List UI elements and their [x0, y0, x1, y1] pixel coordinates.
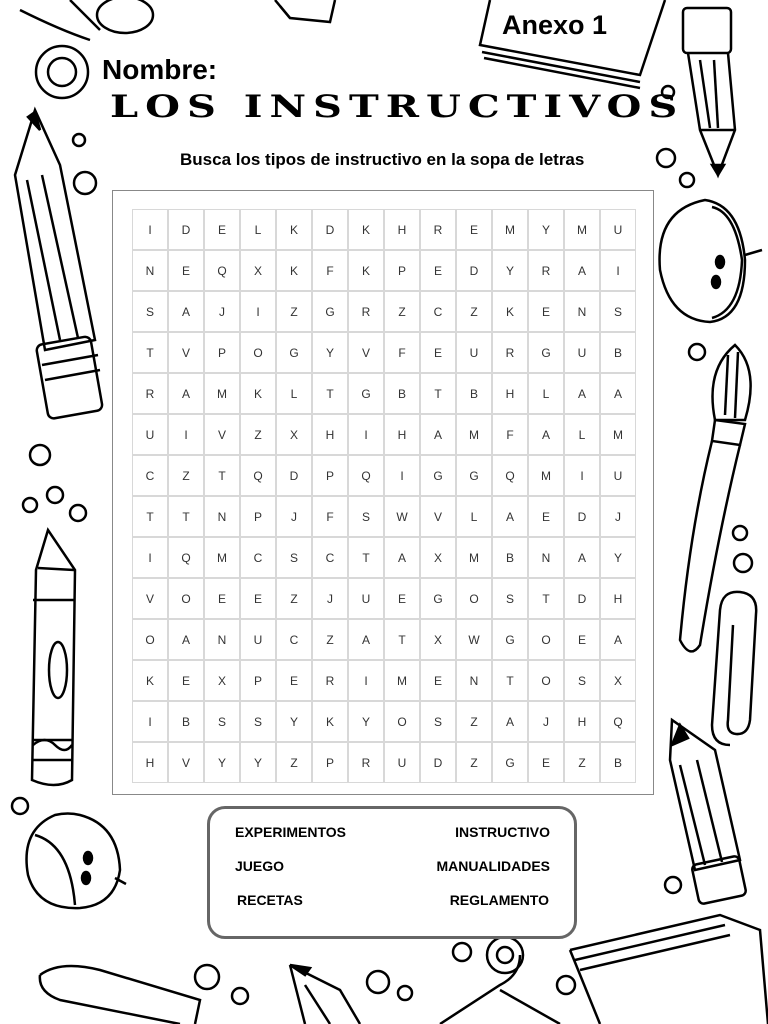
paintbrush-icon	[680, 345, 751, 651]
word-list-item: JUEGO	[235, 858, 285, 874]
grid-cell[interactable]: M	[600, 414, 636, 455]
grid-cell[interactable]: P	[240, 660, 276, 701]
grid-cell[interactable]: J	[600, 496, 636, 537]
grid-cell[interactable]: E	[276, 660, 312, 701]
grid-cell[interactable]: I	[600, 250, 636, 291]
grid-cell[interactable]: R	[492, 332, 528, 373]
grid-cell[interactable]: D	[168, 209, 204, 250]
grid-cell[interactable]: Z	[240, 414, 276, 455]
grid-cell[interactable]: V	[132, 578, 168, 619]
grid-cell[interactable]: S	[564, 660, 600, 701]
grid-cell[interactable]: S	[240, 701, 276, 742]
grid-cell[interactable]: H	[600, 578, 636, 619]
grid-cell[interactable]: N	[204, 619, 240, 660]
page-title: LOS INSTRUCTIVOS	[110, 88, 685, 125]
grid-cell[interactable]: Z	[456, 701, 492, 742]
grid-cell[interactable]: O	[132, 619, 168, 660]
instructions-text: Busca los tipos de instructivo en la sopa de letras	[180, 150, 585, 169]
grid-cell[interactable]: G	[348, 373, 384, 414]
grid-cell[interactable]: I	[132, 701, 168, 742]
grid-cell[interactable]: F	[312, 496, 348, 537]
grid-cell[interactable]: R	[312, 660, 348, 701]
grid-cell[interactable]: V	[168, 742, 204, 783]
grid-cell[interactable]: F	[492, 414, 528, 455]
grid-cell[interactable]: T	[384, 619, 420, 660]
grid-cell[interactable]: E	[528, 742, 564, 783]
grid-cell[interactable]: N	[528, 537, 564, 578]
grid-cell[interactable]: Y	[348, 701, 384, 742]
grid-cell[interactable]: R	[132, 373, 168, 414]
grid-cell[interactable]: T	[312, 373, 348, 414]
apple-icon	[660, 200, 762, 322]
grid-cell[interactable]: A	[168, 373, 204, 414]
word-search-grid	[132, 209, 636, 783]
grid-cell[interactable]: I	[132, 537, 168, 578]
word-list-item: INSTRUCTIVO	[455, 824, 550, 840]
grid-cell[interactable]: O	[528, 660, 564, 701]
grid-cell[interactable]: U	[600, 209, 636, 250]
grid-cell[interactable]: Y	[600, 537, 636, 578]
grid-cell[interactable]: G	[420, 455, 456, 496]
grid-cell[interactable]: A	[528, 414, 564, 455]
grid-cell[interactable]: E	[420, 250, 456, 291]
grid-cell[interactable]: G	[420, 578, 456, 619]
pencil-icon	[670, 720, 747, 905]
grid-cell[interactable]: I	[564, 455, 600, 496]
grid-cell[interactable]: G	[276, 332, 312, 373]
annex-label: Anexo 1	[502, 10, 608, 40]
grid-cell[interactable]: T	[348, 537, 384, 578]
grid-cell[interactable]: S	[492, 578, 528, 619]
grid-cell[interactable]: N	[204, 496, 240, 537]
grid-cell[interactable]: Q	[348, 455, 384, 496]
pencil-icon	[683, 8, 735, 175]
grid-cell[interactable]: E	[384, 578, 420, 619]
grid-cell[interactable]: W	[384, 496, 420, 537]
grid-cell[interactable]: F	[312, 250, 348, 291]
grid-cell[interactable]: T	[132, 496, 168, 537]
grid-cell[interactable]: H	[384, 414, 420, 455]
grid-cell[interactable]: M	[492, 209, 528, 250]
grid-cell[interactable]: O	[528, 619, 564, 660]
grid-cell[interactable]: D	[420, 742, 456, 783]
grid-cell[interactable]: A	[564, 373, 600, 414]
grid-cell[interactable]: A	[564, 537, 600, 578]
grid-cell[interactable]: A	[168, 291, 204, 332]
grid-cell[interactable]: G	[456, 455, 492, 496]
grid-cell[interactable]: A	[600, 619, 636, 660]
grid-cell[interactable]: F	[384, 332, 420, 373]
grid-cell[interactable]: X	[240, 250, 276, 291]
grid-cell[interactable]: E	[420, 660, 456, 701]
grid-cell[interactable]: A	[492, 701, 528, 742]
grid-cell[interactable]: Q	[240, 455, 276, 496]
grid-cell[interactable]: S	[132, 291, 168, 332]
grid-cell[interactable]: G	[312, 291, 348, 332]
grid-cell[interactable]: P	[312, 455, 348, 496]
grid-cell[interactable]: E	[456, 209, 492, 250]
grid-cell[interactable]: R	[528, 250, 564, 291]
grid-cell[interactable]: V	[348, 332, 384, 373]
grid-cell[interactable]: A	[420, 414, 456, 455]
grid-cell[interactable]: Z	[312, 619, 348, 660]
grid-cell[interactable]: J	[204, 291, 240, 332]
grid-cell[interactable]: U	[348, 578, 384, 619]
grid-cell[interactable]: R	[348, 742, 384, 783]
grid-cell[interactable]: R	[420, 209, 456, 250]
grid-cell[interactable]: A	[348, 619, 384, 660]
grid-cell[interactable]: E	[204, 209, 240, 250]
grid-cell[interactable]: C	[240, 537, 276, 578]
grid-cell[interactable]: Y	[276, 701, 312, 742]
grid-cell[interactable]: E	[168, 250, 204, 291]
grid-cell[interactable]: E	[168, 660, 204, 701]
grid-cell[interactable]: N	[132, 250, 168, 291]
grid-cell[interactable]: E	[204, 578, 240, 619]
crayon-icon	[275, 0, 335, 22]
grid-cell[interactable]: Q	[492, 455, 528, 496]
grid-cell[interactable]: A	[564, 250, 600, 291]
name-label: Nombre:	[102, 54, 218, 85]
grid-cell[interactable]: J	[276, 496, 312, 537]
grid-cell[interactable]: Q	[168, 537, 204, 578]
grid-cell[interactable]: B	[600, 742, 636, 783]
grid-cell[interactable]: G	[492, 619, 528, 660]
grid-cell[interactable]: P	[240, 496, 276, 537]
grid-cell[interactable]: E	[528, 496, 564, 537]
grid-cell[interactable]: M	[384, 660, 420, 701]
grid-cell[interactable]: D	[276, 455, 312, 496]
grid-cell[interactable]: Z	[276, 742, 312, 783]
paperclip-icon	[712, 592, 756, 745]
grid-cell[interactable]: Z	[456, 742, 492, 783]
grid-cell[interactable]: U	[564, 332, 600, 373]
grid-cell[interactable]: D	[456, 250, 492, 291]
grid-cell[interactable]: U	[384, 742, 420, 783]
grid-cell[interactable]: O	[240, 332, 276, 373]
grid-cell[interactable]: Z	[276, 578, 312, 619]
grid-cell[interactable]: C	[420, 291, 456, 332]
grid-cell[interactable]: I	[240, 291, 276, 332]
scissors-icon	[440, 937, 560, 1024]
pencil-icon	[15, 110, 103, 419]
grid-cell[interactable]: K	[240, 373, 276, 414]
grid-cell[interactable]: T	[132, 332, 168, 373]
grid-cell[interactable]: M	[456, 414, 492, 455]
grid-cell[interactable]: A	[384, 537, 420, 578]
grid-cell[interactable]: S	[600, 291, 636, 332]
grid-cell[interactable]: Z	[384, 291, 420, 332]
grid-cell[interactable]: L	[456, 496, 492, 537]
word-list-item: MANUALIDADES	[436, 858, 550, 874]
grid-cell[interactable]: T	[528, 578, 564, 619]
grid-cell[interactable]: H	[492, 373, 528, 414]
grid-cell[interactable]: P	[204, 332, 240, 373]
grid-cell[interactable]: H	[312, 414, 348, 455]
grid-cell[interactable]: H	[564, 701, 600, 742]
grid-cell[interactable]: X	[420, 619, 456, 660]
grid-cell[interactable]: X	[420, 537, 456, 578]
grid-cell[interactable]: O	[456, 578, 492, 619]
grid-cell[interactable]: T	[492, 660, 528, 701]
grid-cell[interactable]: L	[564, 414, 600, 455]
word-list-item: EXPERIMENTOS	[235, 824, 346, 840]
grid-cell[interactable]: K	[276, 209, 312, 250]
grid-cell[interactable]: S	[348, 496, 384, 537]
crayon-icon	[32, 530, 75, 785]
grid-cell[interactable]: Z	[456, 291, 492, 332]
grid-cell[interactable]: B	[600, 332, 636, 373]
grid-cell[interactable]: E	[240, 578, 276, 619]
grid-cell[interactable]: K	[348, 250, 384, 291]
grid-cell[interactable]: S	[204, 701, 240, 742]
grid-cell[interactable]: Y	[312, 332, 348, 373]
grid-cell[interactable]: U	[240, 619, 276, 660]
grid-cell[interactable]: K	[132, 660, 168, 701]
grid-cell[interactable]: X	[600, 660, 636, 701]
grid-cell[interactable]: K	[492, 291, 528, 332]
grid-cell[interactable]: S	[420, 701, 456, 742]
paintbrush-icon	[40, 966, 200, 1024]
grid-cell[interactable]: T	[204, 455, 240, 496]
grid-cell[interactable]: J	[312, 578, 348, 619]
grid-cell[interactable]: B	[168, 701, 204, 742]
grid-cell[interactable]: K	[276, 250, 312, 291]
grid-cell[interactable]: M	[204, 373, 240, 414]
grid-cell[interactable]: M	[528, 455, 564, 496]
grid-cell[interactable]: W	[456, 619, 492, 660]
grid-cell[interactable]: O	[384, 701, 420, 742]
grid-cell[interactable]: B	[456, 373, 492, 414]
grid-cell[interactable]: V	[420, 496, 456, 537]
grid-cell[interactable]: I	[384, 455, 420, 496]
grid-cell[interactable]: T	[168, 496, 204, 537]
grid-cell[interactable]: T	[420, 373, 456, 414]
grid-cell[interactable]: Z	[276, 291, 312, 332]
word-list-item: RECETAS	[237, 892, 303, 908]
grid-cell[interactable]: L	[528, 373, 564, 414]
grid-cell[interactable]: Y	[204, 742, 240, 783]
grid-cell[interactable]: H	[132, 742, 168, 783]
pencil-icon	[290, 965, 360, 1024]
apple-icon	[27, 814, 126, 909]
grid-cell[interactable]: I	[348, 660, 384, 701]
grid-cell[interactable]: N	[564, 291, 600, 332]
grid-cell[interactable]: K	[348, 209, 384, 250]
grid-cell[interactable]: L	[240, 209, 276, 250]
word-list-item: REGLAMENTO	[449, 892, 549, 908]
word-list-box	[207, 806, 577, 939]
grid-cell[interactable]: A	[600, 373, 636, 414]
grid-cell[interactable]: L	[276, 373, 312, 414]
grid-cell[interactable]: N	[456, 660, 492, 701]
grid-cell[interactable]: D	[564, 578, 600, 619]
grid-cell[interactable]: Y	[528, 209, 564, 250]
grid-cell[interactable]: A	[168, 619, 204, 660]
grid-cell[interactable]: K	[312, 701, 348, 742]
grid-cell[interactable]: U	[600, 455, 636, 496]
grid-cell[interactable]: M	[204, 537, 240, 578]
grid-cell[interactable]: I	[168, 414, 204, 455]
grid-cell[interactable]: U	[132, 414, 168, 455]
grid-cell[interactable]: G	[492, 742, 528, 783]
grid-cell[interactable]: C	[312, 537, 348, 578]
grid-cell[interactable]: I	[348, 414, 384, 455]
grid-cell[interactable]: V	[168, 332, 204, 373]
notebook-icon	[570, 915, 768, 1024]
grid-cell[interactable]: P	[384, 250, 420, 291]
grid-cell[interactable]: E	[420, 332, 456, 373]
grid-cell[interactable]: Z	[564, 742, 600, 783]
grid-cell[interactable]: G	[528, 332, 564, 373]
grid-cell[interactable]: P	[312, 742, 348, 783]
grid-cell[interactable]: Q	[600, 701, 636, 742]
grid-cell[interactable]: C	[132, 455, 168, 496]
grid-cell[interactable]: B	[492, 537, 528, 578]
grid-cell[interactable]: M	[564, 209, 600, 250]
grid-cell[interactable]: U	[456, 332, 492, 373]
grid-cell[interactable]: Y	[240, 742, 276, 783]
grid-cell[interactable]: D	[564, 496, 600, 537]
grid-cell[interactable]: C	[276, 619, 312, 660]
grid-cell[interactable]: O	[168, 578, 204, 619]
grid-cell[interactable]: B	[384, 373, 420, 414]
grid-cell[interactable]: I	[132, 209, 168, 250]
grid-cell[interactable]: S	[276, 537, 312, 578]
grid-cell[interactable]: J	[528, 701, 564, 742]
grid-cell[interactable]: D	[312, 209, 348, 250]
grid-cell[interactable]: X	[276, 414, 312, 455]
grid-cell[interactable]: X	[204, 660, 240, 701]
grid-cell[interactable]: Q	[204, 250, 240, 291]
grid-cell[interactable]: M	[456, 537, 492, 578]
grid-cell[interactable]: Y	[492, 250, 528, 291]
grid-cell[interactable]: Z	[168, 455, 204, 496]
grid-cell[interactable]: R	[348, 291, 384, 332]
grid-cell[interactable]: E	[564, 619, 600, 660]
grid-cell[interactable]: V	[204, 414, 240, 455]
grid-cell[interactable]: A	[492, 496, 528, 537]
grid-cell[interactable]: H	[384, 209, 420, 250]
grid-cell[interactable]: E	[528, 291, 564, 332]
